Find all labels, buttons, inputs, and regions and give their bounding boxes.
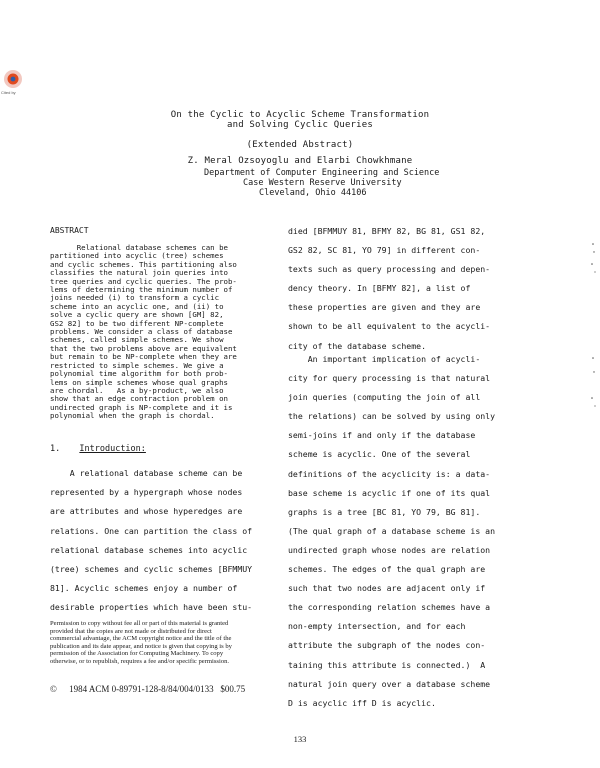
right-line: schemes. The edges of the qual graph are (288, 564, 486, 575)
copyright-text: 1984 ACM 0-89791-128-8/84/004/0133 $00.75 (69, 684, 246, 694)
copyright-symbol: © (50, 684, 57, 694)
intro-line: are attributes and whose hyperedges are (50, 506, 243, 517)
right-line: these properties are given and they are (288, 302, 481, 313)
affiliation-line-3: Cleveland, Ohio 44106 (259, 188, 367, 198)
right-line: undirected graph whose nodes are relation (288, 544, 491, 555)
abstract-heading: ABSTRACT (50, 226, 89, 235)
authors: Z. Meral Ozsoyoglu and Elarbi Chowkhmane (187, 156, 413, 166)
section-number: 1. (50, 444, 61, 454)
abstract-line: classifies the natural join queries into (50, 268, 228, 278)
abstract-line: schemes, called simple schemes. We show (50, 335, 224, 345)
permission-line: publication and its date appear, and notice is given that copying is by (50, 642, 232, 650)
permission-line: provided that the copies are not made or distributed for direct (50, 627, 212, 635)
abstract-line: scheme into an acyclic one, and (ii) to (50, 301, 224, 311)
abstract-line: lems of determining the minimum number of (50, 285, 233, 295)
permission-line: permission of the Association for Computing Machinery. To copy (50, 650, 224, 658)
abstract-line: show that an edge contraction problem on (50, 394, 228, 404)
cited-by-label: Cited by (1, 90, 16, 95)
affiliation-line-2: Case Western Reserve University (243, 178, 402, 188)
intro-line: relational database schemes into acyclic (50, 544, 248, 555)
cited-by-logo (2, 68, 24, 100)
intro-line: represented by a hypergraph whose nodes (50, 487, 243, 498)
right-line: D is acyclic iff D is acyclic. (288, 697, 436, 708)
page-number: 133 (293, 734, 307, 744)
intro-line: relations. One can partition the class of (50, 525, 253, 536)
right-line: join queries (computing the join of all (288, 392, 481, 403)
abstract-line: problems. We consider a class of database (50, 327, 233, 337)
abstract-line: that the two problems above are equivalent (50, 343, 237, 353)
abstract-line: polynomial when the graph is chordal. (50, 411, 215, 421)
abstract-line: solve a cyclic query are shown [GM] 82, (50, 310, 224, 320)
right-paragraph-1 (288, 222, 548, 356)
right-line: GS2 82, SC 81, YO 79] in different con- (288, 245, 481, 256)
right-paragraph-2 (288, 350, 548, 713)
right-line: non-empty intersection, and for each (288, 621, 466, 632)
introduction-heading (50, 444, 260, 454)
intro-line: (tree) schemes and cyclic schemes [BFMMUY (50, 564, 253, 575)
abstract-line: lems on simple schemes whose qual graphs (50, 377, 228, 387)
abstract-line: but remain to be NP-complete when they are (50, 352, 237, 362)
introduction-body (50, 464, 260, 618)
affiliation-line-1: Department of Computer Engineering and Science (204, 168, 440, 178)
intro-line: desirable properties which have been stu- (50, 602, 253, 613)
abstract-line: and cyclic schemes. This partitioning also (50, 259, 237, 269)
right-line: semi-joins if and only if the database (288, 430, 476, 441)
abstract-line: polynomial time algorithm for both prob- (50, 369, 228, 379)
right-line: shown to be all equivalent to the acycli- (288, 321, 491, 332)
right-line: dency theory. In [BFMY 82], a list of (288, 283, 471, 294)
right-line: city for query processing is that natural (288, 373, 491, 384)
extended-abstract-note: (Extended Abstract) (246, 140, 354, 150)
right-line: the corresponding relation schemes have a (288, 602, 491, 613)
right-line: graphs is a tree [BC 81, YO 79, BG 81]. (288, 506, 481, 517)
right-line: base scheme is acyclic if one of its qual (288, 487, 491, 498)
right-line: the relations) can be solved by using only (288, 411, 496, 422)
right-line: texts such as query processing and depen- (288, 264, 491, 275)
abstract-line: partitioned into acyclic (tree) schemes (50, 251, 224, 261)
permission-notice (50, 620, 280, 666)
paper-title-line-1: On the Cyclic to Acyclic Scheme Transformation (170, 110, 430, 120)
right-line: such that two nodes are adjacent only if (288, 583, 486, 594)
abstract-line: undirected graph is NP-complete and it is (50, 402, 233, 412)
abstract-line: are chordal. As a by-product, we also (50, 385, 224, 395)
permission-line: Permission to copy without fee all or part of this material is granted (50, 620, 229, 627)
abstract-line: GS2 82] to be two different NP-complete (50, 318, 224, 328)
permission-line: commercial advantage, the ACM copyright notice and the title of the (50, 635, 232, 643)
copyright-line (50, 684, 245, 694)
intro-line: A relational database scheme can be (50, 468, 243, 478)
permission-line: otherwise, or to republish, requires a fee and/or specific permission. (50, 657, 230, 665)
right-line: natural join query over a database scheme (288, 678, 491, 689)
section-title: Introduction: (79, 444, 146, 454)
abstract-line: joins needed (i) to transform a cyclic (50, 293, 220, 303)
right-line: (The qual graph of a database scheme is an (288, 525, 496, 536)
right-line: scheme is acyclic. One of the several (288, 449, 471, 460)
intro-line: 81]. Acyclic schemes enjoy a number of (50, 583, 238, 594)
abstract-body (50, 244, 260, 421)
margin-marks (590, 238, 598, 408)
right-line: city of the database scheme. (288, 340, 427, 351)
abstract-line: tree queries and cyclic queries. The prob- (50, 276, 237, 286)
right-line: definitions of the acyclicity is: a data- (288, 468, 491, 479)
right-line: taining this attribute is connected.) A (288, 659, 486, 670)
abstract-line: Relational database schemes can be (50, 243, 228, 252)
abstract-line: restricted to simple schemes. We give a (50, 360, 224, 370)
right-line: attribute the subgraph of the nodes con- (288, 640, 486, 651)
paper-title-line-2: and Solving Cyclic Queries (226, 120, 374, 130)
right-line: died [BFMMUY 81, BFMY 82, BG 81, GS1 82, (288, 226, 486, 236)
right-line: An important implication of acycli- (288, 354, 481, 364)
